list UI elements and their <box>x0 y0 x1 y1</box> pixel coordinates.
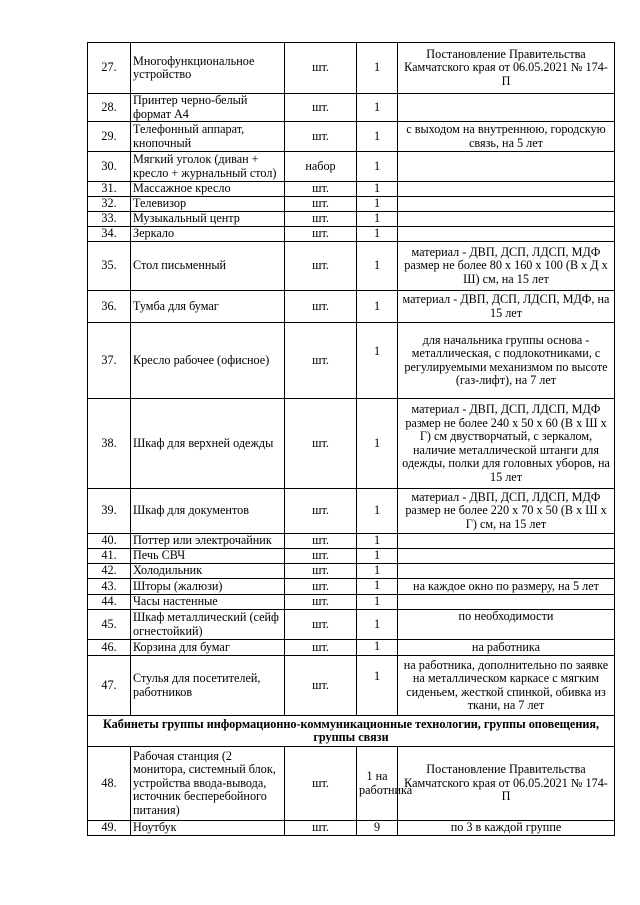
item-note <box>398 534 615 549</box>
table-row <box>88 534 615 549</box>
item-unit: шт. <box>285 595 357 610</box>
row-number: 46. <box>88 640 131 656</box>
item-note: Постановление Правительства Камчатского края от 06.05.2021 № 174-П <box>398 747 615 821</box>
item-name: Мягкий уголок (диван + кресло + журнальный стол) <box>131 152 285 182</box>
item-quantity: 1 <box>357 242 398 291</box>
item-note: материал - ДВП, ДСП, ЛДСП, МДФ размер не более 240 х 50 х 60 (В х Ш х Г) см двустворчатый, с зеркалом, наличие металлической штанги для одежды, полки для головных уборов, на 15 лет <box>398 399 615 489</box>
row-number: 27. <box>88 43 131 94</box>
table-row <box>88 489 615 534</box>
item-unit: шт. <box>285 656 357 716</box>
item-name: Шкаф для документов <box>131 489 285 534</box>
table-row <box>88 640 615 656</box>
item-note: с выходом на внутреннюю, городскую связь, на 5 лет <box>398 122 615 152</box>
equipment-table <box>87 42 615 836</box>
item-name: Музыкальный центр <box>131 212 285 227</box>
item-note: материал - ДВП, ДСП, ЛДСП, МДФ размер не более 220 х 70 х 50 (В х Ш х Г) см, на 15 лет <box>398 489 615 534</box>
table-row <box>88 656 615 716</box>
item-unit: шт. <box>285 564 357 579</box>
table-row <box>88 323 615 399</box>
item-unit: шт. <box>285 291 357 323</box>
item-note <box>398 595 615 610</box>
row-number: 31. <box>88 182 131 197</box>
item-unit: шт. <box>285 534 357 549</box>
table-row <box>88 152 615 182</box>
item-unit: шт. <box>285 610 357 640</box>
item-note: Постановление Правительства Камчатского края от 06.05.2021 № 174-П <box>398 43 615 94</box>
item-name: Зеркало <box>131 227 285 242</box>
row-number: 41. <box>88 549 131 564</box>
row-number: 35. <box>88 242 131 291</box>
item-quantity: 1 <box>357 489 398 534</box>
table-row <box>88 610 615 640</box>
item-unit: набор <box>285 152 357 182</box>
item-name: Шкаф для верхней одежды <box>131 399 285 489</box>
item-quantity: 1 <box>357 212 398 227</box>
item-quantity: 1 <box>357 595 398 610</box>
row-number: 43. <box>88 579 131 595</box>
table-row <box>88 747 615 821</box>
item-quantity: 1 <box>357 227 398 242</box>
item-name: Стол письменный <box>131 242 285 291</box>
item-quantity: 1 <box>357 610 398 640</box>
item-note: материал - ДВП, ДСП, ЛДСП, МДФ, на 15 лет <box>398 291 615 323</box>
section-row <box>88 716 615 747</box>
item-quantity: 1 <box>357 182 398 197</box>
row-number: 32. <box>88 197 131 212</box>
item-unit: шт. <box>285 182 357 197</box>
item-name: Кресло рабочее (офисное) <box>131 323 285 399</box>
row-number: 40. <box>88 534 131 549</box>
item-unit: шт. <box>285 747 357 821</box>
item-name: Принтер черно-белый формат А4 <box>131 94 285 122</box>
item-unit: шт. <box>285 579 357 595</box>
row-number: 42. <box>88 564 131 579</box>
item-unit: шт. <box>285 227 357 242</box>
item-name: Массажное кресло <box>131 182 285 197</box>
row-number: 48. <box>88 747 131 821</box>
table-row <box>88 291 615 323</box>
item-note <box>398 212 615 227</box>
item-quantity: 1 <box>357 291 398 323</box>
item-unit: шт. <box>285 43 357 94</box>
table-row <box>88 595 615 610</box>
item-note: по 3 в каждой группе <box>398 821 615 836</box>
item-unit: шт. <box>285 399 357 489</box>
item-name: Стулья для посетителей, работников <box>131 656 285 716</box>
item-quantity: 1 <box>357 94 398 122</box>
item-quantity: 1 <box>357 152 398 182</box>
row-number: 33. <box>88 212 131 227</box>
item-unit: шт. <box>285 549 357 564</box>
table-row <box>88 549 615 564</box>
row-number: 29. <box>88 122 131 152</box>
row-number: 30. <box>88 152 131 182</box>
item-note <box>398 152 615 182</box>
item-quantity: 1 на работника <box>357 747 398 821</box>
item-unit: шт. <box>285 122 357 152</box>
item-name: Телевизор <box>131 197 285 212</box>
item-quantity: 1 <box>357 43 398 94</box>
item-unit: шт. <box>285 94 357 122</box>
table-row <box>88 399 615 489</box>
row-number: 44. <box>88 595 131 610</box>
item-unit: шт. <box>285 640 357 656</box>
item-note: материал - ДВП, ДСП, ЛДСП, МДФ размер не более 80 х 160 х 100 (В х Д х Ш) см, на 15 лет <box>398 242 615 291</box>
item-quantity: 1 <box>357 122 398 152</box>
table-row <box>88 43 615 94</box>
item-unit: шт. <box>285 197 357 212</box>
item-quantity: 1 <box>357 656 398 716</box>
table-row <box>88 579 615 595</box>
item-note <box>398 182 615 197</box>
item-note <box>398 564 615 579</box>
table-row <box>88 197 615 212</box>
section-title: Кабинеты группы информационно-коммуникационные технологии, группы оповещения, группы связи <box>88 716 615 747</box>
item-quantity: 9 <box>357 821 398 836</box>
item-unit: шт. <box>285 489 357 534</box>
item-unit: шт. <box>285 212 357 227</box>
item-note: для начальника группы основа - металлическая, с подлокотниками, с регулируемыми механизмом по высоте (газ-лифт), на 7 лет <box>398 323 615 399</box>
item-name: Шторы (жалюзи) <box>131 579 285 595</box>
table-row <box>88 821 615 836</box>
item-name: Печь СВЧ <box>131 549 285 564</box>
row-number: 39. <box>88 489 131 534</box>
item-note <box>398 94 615 122</box>
item-unit: шт. <box>285 323 357 399</box>
item-name: Холодильник <box>131 564 285 579</box>
item-note <box>398 197 615 212</box>
item-name: Корзина для бумаг <box>131 640 285 656</box>
row-number: 49. <box>88 821 131 836</box>
item-quantity: 1 <box>357 534 398 549</box>
item-quantity: 1 <box>357 579 398 595</box>
table-row <box>88 227 615 242</box>
item-name: Поттер или электрочайник <box>131 534 285 549</box>
item-name: Телефонный аппарат, кнопочный <box>131 122 285 152</box>
row-number: 37. <box>88 323 131 399</box>
item-note: на работника, дополнительно по заявке на металлическом каркасе с мягким сиденьем, жесткой спинкой, обивка из ткани, на 7 лет <box>398 656 615 716</box>
item-name: Тумба для бумаг <box>131 291 285 323</box>
table-row <box>88 94 615 122</box>
table-row <box>88 212 615 227</box>
table-row <box>88 564 615 579</box>
item-unit: шт. <box>285 821 357 836</box>
row-number: 47. <box>88 656 131 716</box>
item-quantity: 1 <box>357 549 398 564</box>
item-quantity: 1 <box>357 564 398 579</box>
item-name: Шкаф металлический (сейф огнестойкий) <box>131 610 285 640</box>
item-name: Рабочая станция (2 монитора, системный блок, устройства ввода-вывода, источник бесперебойного питания) <box>131 747 285 821</box>
item-quantity: 1 <box>357 323 398 399</box>
item-name: Многофункциональное устройство <box>131 43 285 94</box>
item-unit: шт. <box>285 242 357 291</box>
item-note: на работника <box>398 640 615 656</box>
item-note: по необходимости <box>398 610 615 640</box>
row-number: 38. <box>88 399 131 489</box>
table-row <box>88 242 615 291</box>
row-number: 36. <box>88 291 131 323</box>
item-quantity: 1 <box>357 399 398 489</box>
item-note <box>398 549 615 564</box>
table-row <box>88 182 615 197</box>
row-number: 28. <box>88 94 131 122</box>
item-note: на каждое окно по размеру, на 5 лет <box>398 579 615 595</box>
item-note <box>398 227 615 242</box>
row-number: 34. <box>88 227 131 242</box>
item-quantity: 1 <box>357 197 398 212</box>
row-number: 45. <box>88 610 131 640</box>
item-name: Ноутбук <box>131 821 285 836</box>
table-row <box>88 122 615 152</box>
item-name: Часы настенные <box>131 595 285 610</box>
item-quantity: 1 <box>357 640 398 656</box>
